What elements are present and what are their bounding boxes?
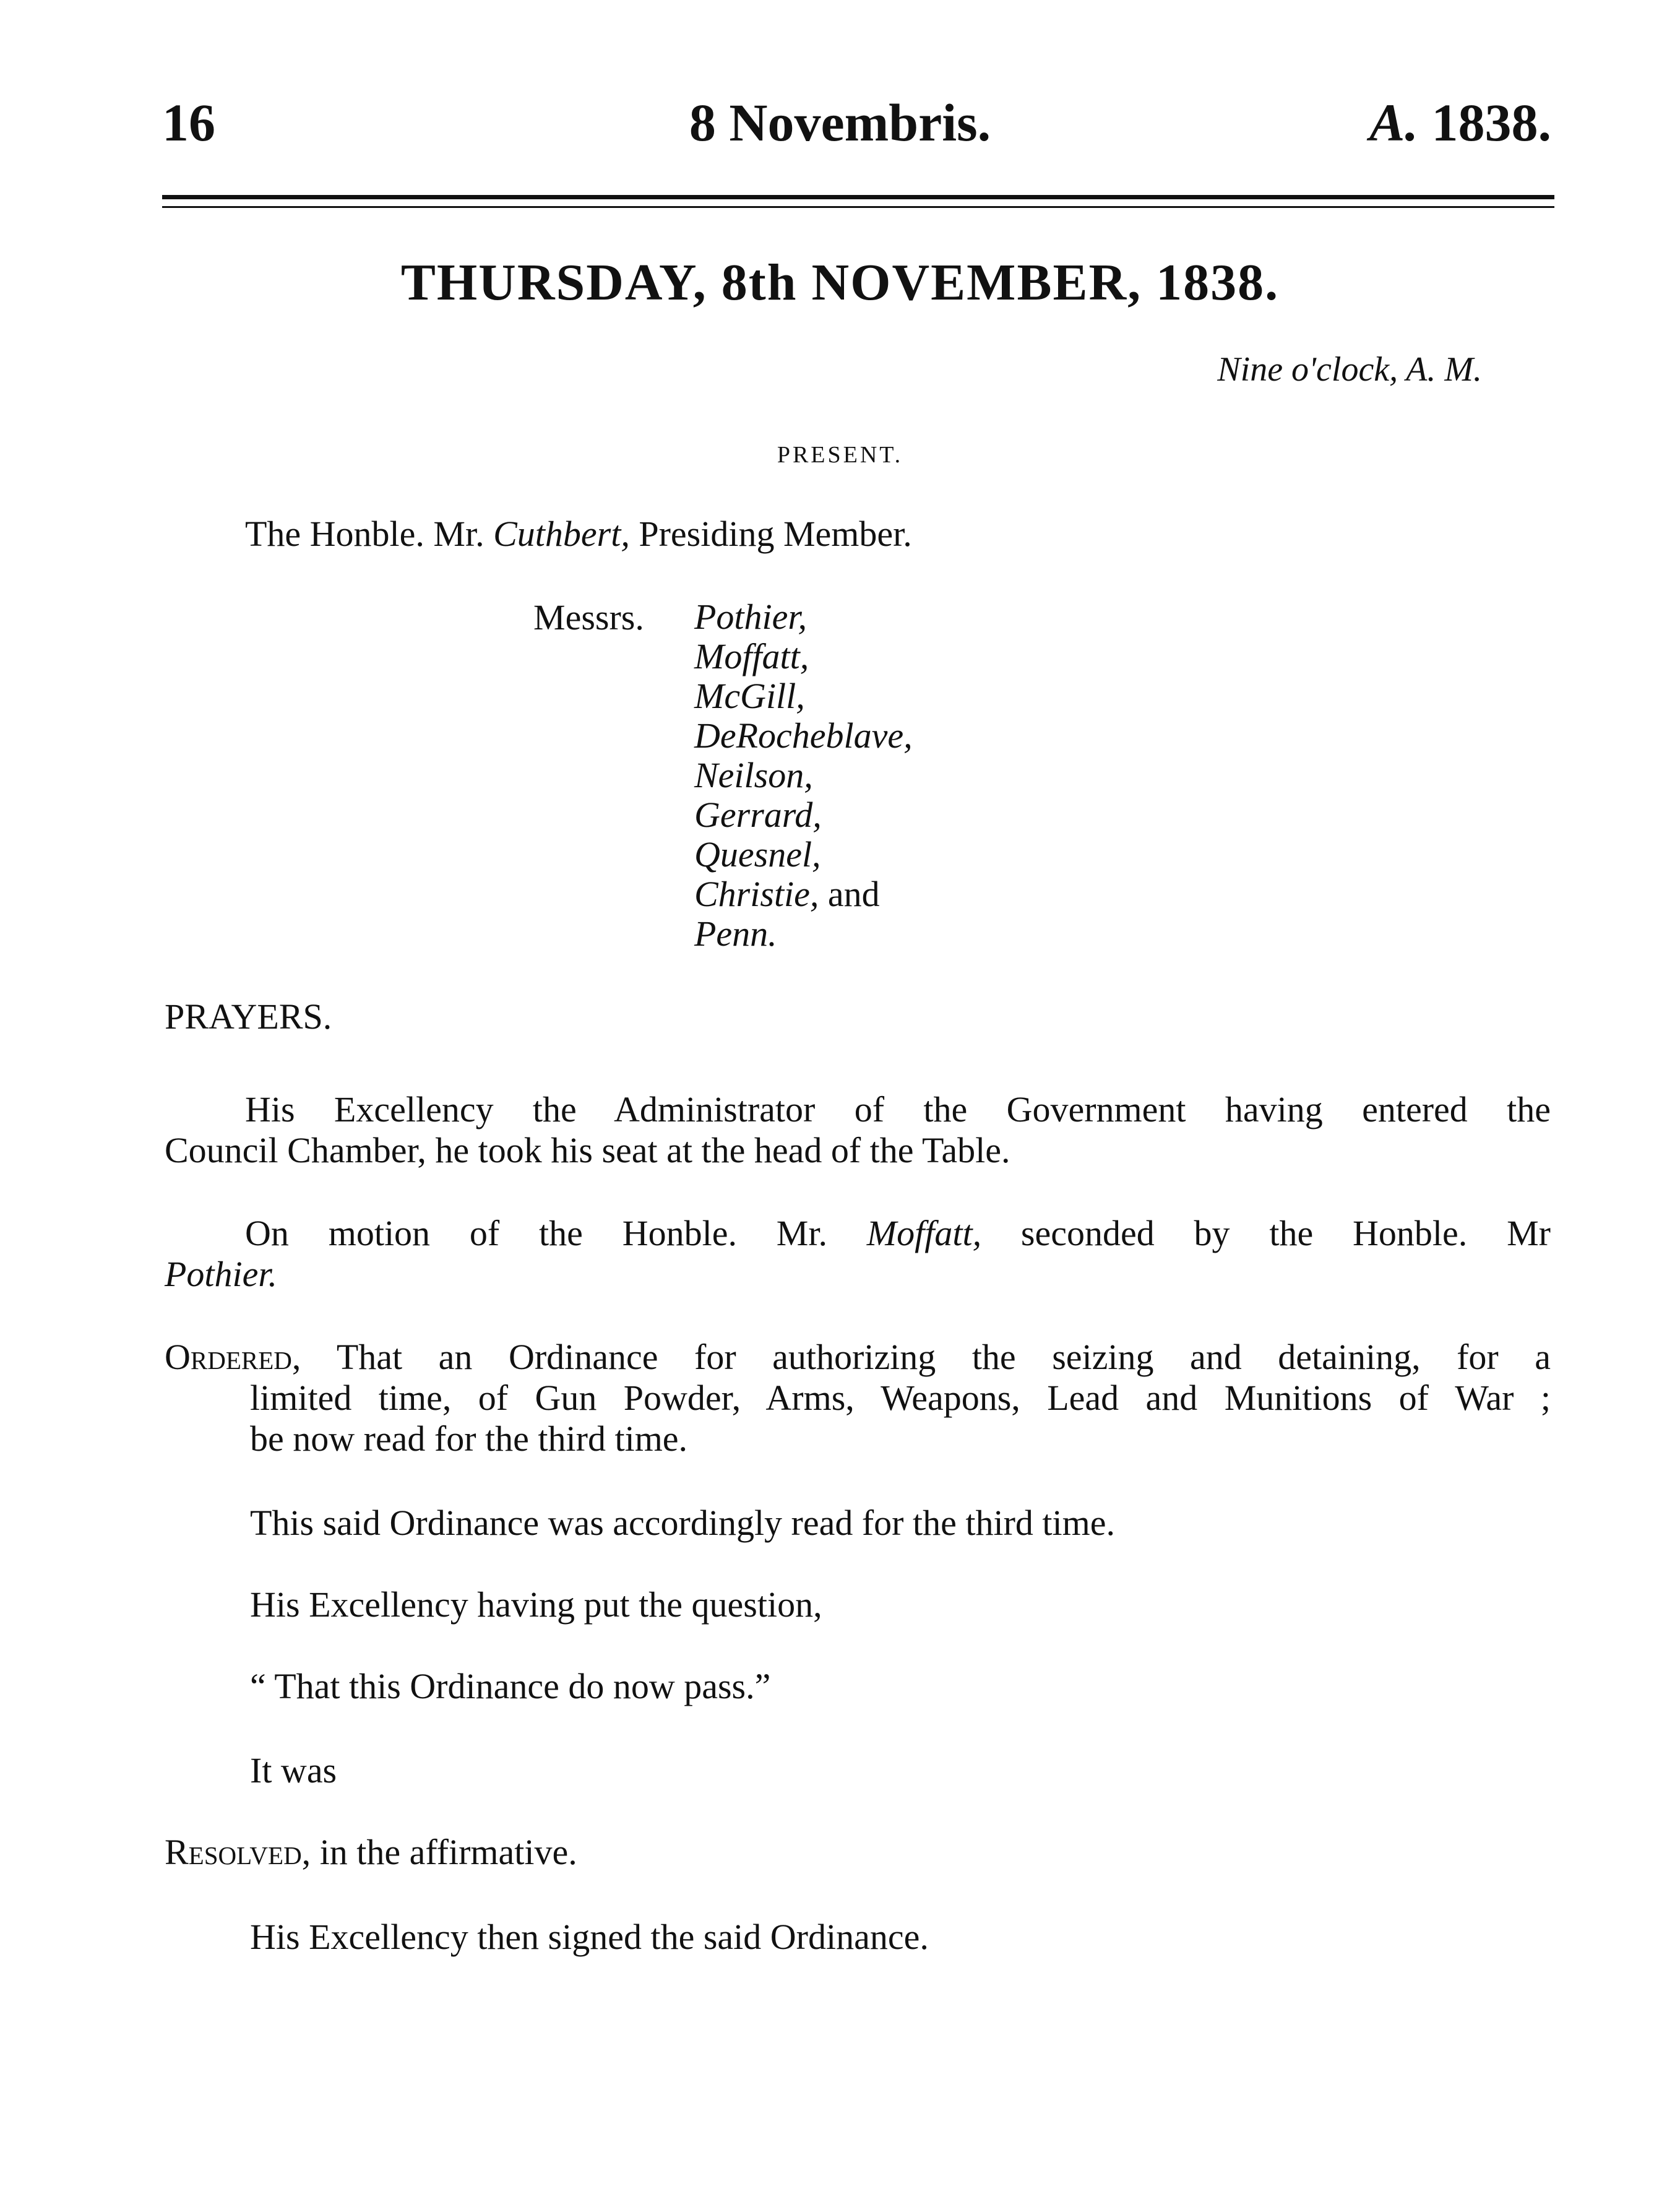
paragraph-resolved: Resolved, in the affirmative. <box>165 1832 577 1872</box>
paragraph-administrator-line2: Council Chamber, he took his seat at the head of the Table. <box>165 1130 1010 1170</box>
header-rule-thick <box>162 195 1554 199</box>
member-item: Quesnel, <box>694 834 821 875</box>
year-value: 1838. <box>1431 93 1551 152</box>
motion-mover-name: Moffatt, <box>866 1213 982 1253</box>
page-number: 16 <box>162 93 215 152</box>
paragraph-ordered-line2: limited time, of Gun Powder, Arms, Weapons, Lead and Munitions of War ; <box>250 1378 1551 1418</box>
member-item: McGill, <box>694 676 805 716</box>
header-rule-thin <box>162 206 1554 208</box>
member-item: Pothier, <box>694 597 808 637</box>
present-heading: PRESENT. <box>777 442 903 468</box>
paragraph-signed: His Excellency then signed the said Ordinance. <box>250 1917 929 1957</box>
members-and: and <box>827 874 880 914</box>
member-item: Moffatt, <box>694 636 809 676</box>
messrs-label: Messrs. <box>533 597 644 637</box>
paragraph-it-was: It was <box>250 1750 337 1790</box>
paragraph-ordered-line1: Ordered, That an Ordinance for authorizing the seizing and detaining, for a <box>165 1337 1551 1377</box>
presiding-member-line <box>245 514 912 555</box>
paragraph-administrator-line1: His Excellency the Administrator of the Government having entered the <box>245 1089 1551 1129</box>
header-date: 8 Novembris. <box>689 93 991 152</box>
paragraph-ordered-line3: be now read for the third time. <box>250 1419 688 1459</box>
member-item: DeRocheblave, <box>694 715 913 756</box>
paragraph-question: His Excellency having put the question, <box>250 1584 822 1625</box>
member-item: Gerrard, <box>694 795 822 835</box>
presiding-name: Cuthbert, <box>493 514 630 554</box>
ordered-label: Ordered, <box>165 1337 301 1377</box>
year-prefix: A. <box>1369 93 1418 152</box>
members-list <box>694 597 913 954</box>
member-item: Christie, and <box>694 874 880 914</box>
presiding-prefix: The Honble. Mr. <box>245 514 485 554</box>
header-year <box>1369 92 1551 153</box>
resolved-label: Resolved, <box>165 1832 311 1872</box>
prayers-heading: PRAYERS. <box>165 996 332 1037</box>
page-title: THURSDAY, 8th NOVEMBER, 1838. <box>400 254 1280 311</box>
paragraph-third-reading: This said Ordinance was accordingly read for the third time. <box>250 1503 1115 1543</box>
paragraph-motion-line1: On motion of the Honble. Mr. Moffatt, seconded by the Honble. Mr <box>245 1213 1551 1253</box>
member-item: Neilson, <box>694 755 813 795</box>
session-time: Nine o'clock, A. M. <box>1217 350 1482 389</box>
member-item: Penn. <box>694 913 777 954</box>
presiding-suffix: Presiding Member. <box>639 514 912 554</box>
paragraph-quoted-motion: “ That this Ordinance do now pass.” <box>250 1666 771 1706</box>
paragraph-motion-line2: Pothier. <box>165 1254 278 1294</box>
